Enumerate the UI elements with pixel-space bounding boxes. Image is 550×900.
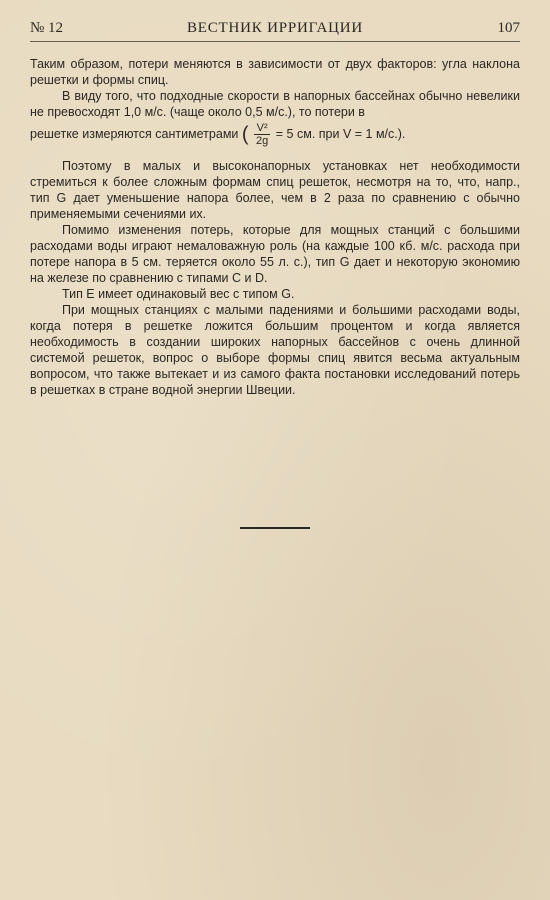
paragraph-2: В виду того, что подходные скорости в напорных бассейнах обычно невелики не превосходят 1,0 м/с. (чаще около 0,5 м/с.), то потери в: [30, 89, 520, 119]
formula-line: [30, 122, 520, 152]
formula-suffix: = 5 см. при V = 1 м/с.).: [275, 126, 406, 141]
formula-numerator: V²: [254, 122, 270, 135]
issue-number: № 12: [30, 20, 64, 36]
header-rule: [30, 41, 520, 42]
paragraph-5: Тип E имеет одинаковый вес с типом G.: [62, 287, 295, 301]
article-body: [30, 56, 520, 398]
page-header: [30, 20, 520, 44]
formula-denominator: 2g: [256, 135, 269, 147]
paragraph-6: При мощных станциях с малыми падениями и большими расходами воды, когда потеря в решетке ложится большим процентом и когда является необходимость в создании широких напорных бассейнов с очень длинной системой решеток, вопрос о выборе формы спиц явится весьма актуальным вопросом, что также вытекает и из самого факта постановки исследований потерь в решетках в стране водной энергии Швеции.: [30, 303, 520, 397]
paragraph-1: Таким образом, потери меняются в зависимости от двух факторов: угла наклона решетки и формы спиц.: [30, 57, 520, 87]
formula-prefix: решетке измеряются сантиметрами: [30, 126, 239, 141]
open-paren: (: [241, 123, 249, 146]
formula-fraction: [254, 122, 270, 147]
journal-title: ВЕСТНИК ИРРИГАЦИИ: [186, 20, 364, 36]
paragraph-3: Поэтому в малых и высоконапорных установках нет необходимости стремиться к более сложным формам спиц решеток, несмотря на то, что, напр., тип G дает уменьшение напора более, чем в 2 раза по сравнению с обычно применяемыми сечениями их.: [30, 159, 520, 221]
end-rule: [240, 527, 310, 529]
paragraph-4: Помимо изменения потерь, которые для мощных станций с большими расходами воды играют немаловажную роль (на каждые 100 кб. м/с. расхода при потере напора в 5 см. теряется около 55 л. с.), тип G дает и некоторую экономию на железе по сравнению с типами C и D.: [30, 223, 520, 285]
page-number: 107: [497, 20, 520, 36]
